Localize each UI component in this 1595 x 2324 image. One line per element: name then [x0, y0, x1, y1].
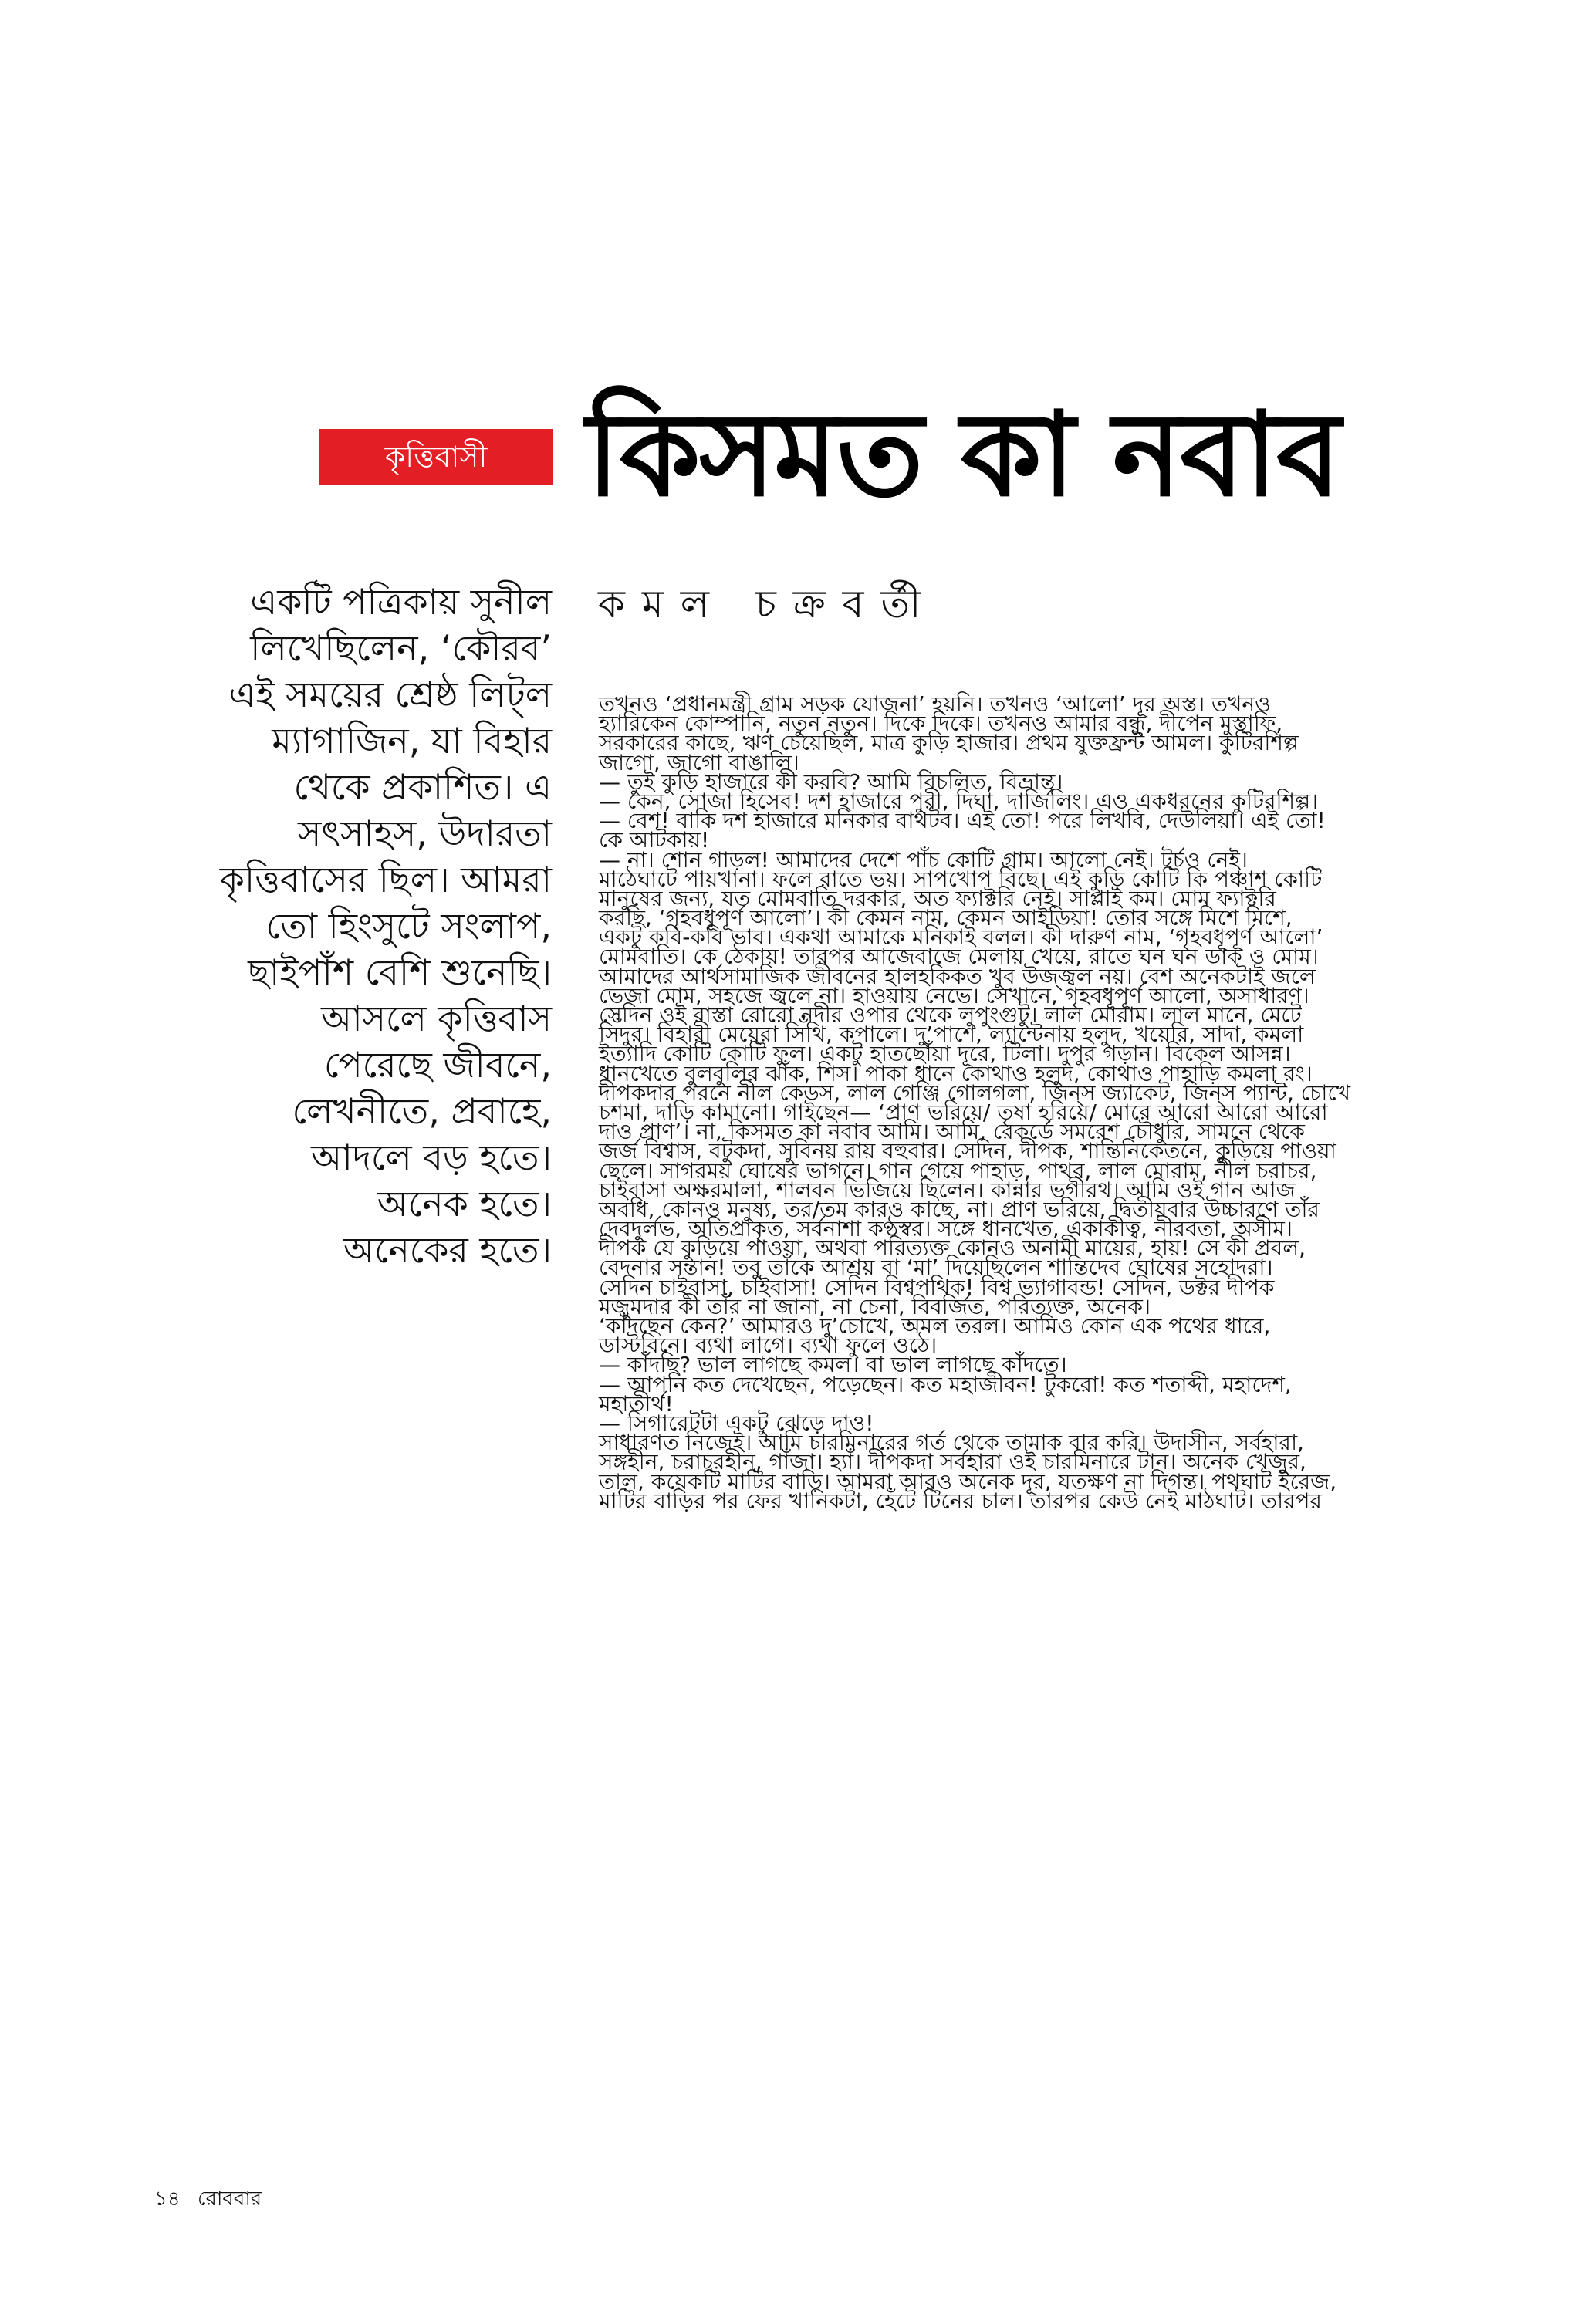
body-line: জাগো, জাগো বাঙালি। — [599, 749, 799, 775]
body-line: দীপক যে কুড়িয়ে পাওয়া, অথবা পরিত্যক্ত কোনও অনামী মায়ের, হায়! সে কী প্রবল, — [599, 1235, 1306, 1262]
pull-quote-line: অনেকের হতে। — [343, 1229, 552, 1271]
article-body — [599, 691, 1440, 1514]
body-line: সেদিন চাইবাসা, চাইবাসা! সেদিন বিশ্বপথিক! বিশ্ব ভ্যাগাবন্ড! সেদিন, ডক্টর দীপক — [599, 1274, 1275, 1300]
pull-quote-line: আদলে বড় হতে। — [311, 1137, 552, 1178]
body-line: সিঁদুর। বিহারী মেয়েরা সিঁথি, কপালে। দু’পাশে, ল্যান্টেনায় হলুদ, খয়েরি, সাদা, কমলা — [599, 1022, 1304, 1048]
body-line: ইত্যাদি কোটি কোটি ফুল। একটু হাতছোঁয়া দূরে, টিলা। দুপুর গড়ান। বিকেল আসন্ন। — [599, 1041, 1291, 1067]
body-line: মোমবাতি। কে ঠেকায়! তারপর আজেবাজে মেলায় খেয়ে, রাতে ঘন ঘন ডাক ও মোম। — [599, 944, 1319, 970]
body-line: তখনও ‘প্রধানমন্ত্রী গ্রাম সড়ক যোজনা’ হয়নি। তখনও ‘আলো’ দূর অস্ত। তখনও — [599, 691, 1271, 717]
section-tag: কৃত্তিবাসী — [319, 429, 553, 485]
body-line: — কেন, সোজা হিসেব! দশ হাজারে পুরী, দিঘা, দার্জিলিং। এও একধরনের কুটিরশিল্প। — [599, 788, 1319, 814]
body-line: হ্যারিকেন কোম্পানি, নতুন নতুন। দিকে দিকে। তখনও আমার বন্ধু, দীপেন মুস্তাফি, — [599, 711, 1283, 737]
pull-quote-line: আসলে কৃত্তিবাস — [321, 998, 552, 1039]
pull-quote-line: একটি পত্রিকায় সুনীল — [250, 581, 552, 623]
body-line: সাধারণত নিজেই। আমি চারমিনারের গর্ত থেকে তামাক বার করি। উদাসীন, সর্বহারা, — [599, 1430, 1304, 1456]
body-line: ভেজা মোম, সহজে জ্বলে না। হাওয়ায় নেভে। সেখানে, গৃহবধূপূর্ণ আলো, অসাধারণ। — [599, 982, 1309, 1008]
pull-quote-line: থেকে প্রকাশিত। এ — [293, 766, 552, 808]
body-line: মাঠেঘাটে পায়খানা। ফলে রাতে ভয়। সাপখোপ বিছে। এই কুড়ি কোটি কি পঞ্চাশ কোটি — [599, 866, 1323, 892]
pull-quote — [154, 579, 552, 1273]
pull-quote-line: এই সময়ের শ্রেষ্ঠ লিট্‌ল — [228, 674, 552, 715]
body-line: মাটির বাড়ির পর ফের খানিকটা, হেঁটে টিনের চাল। তারপর কেউ নেই মাঠঘাট। তারপর — [599, 1488, 1322, 1514]
body-line: বেদনার সন্তান! তবু তাঁকে আশ্রয় বা ‘মা’ দিয়েছিলেন শান্তিদেব ঘোষের সহোদরা। — [599, 1255, 1273, 1281]
pull-quote-line: ম্যাগাজিন, যা বিহার — [272, 720, 552, 762]
body-line: সরকারের কাছে, ঋণ চেয়েছিল, মাত্র কুড়ি হাজার। প্রথম যুক্তফ্রন্ট আমল। কুটিরশিল্প — [599, 730, 1299, 756]
body-line: করছি, ‘গৃহবধূপূর্ণ আলো’। কী কেমন নাম, কেমন আইডিয়া! তোর সঙ্গে মিশে মিশে, — [599, 905, 1293, 931]
body-line: — বেশ! বাকি দশ হাজারে মনিকার বাথটব। এই তো! পরে লিখবি, দেউলিয়া। এই তো! — [599, 808, 1326, 834]
body-line: — না। শোন গাড়ল! আমাদের দেশে পাঁচ কোটি গ্রাম। আলো নেই। টর্চও নেই। — [599, 846, 1248, 873]
body-line: মজুমদার কী তাঁর না জানা, না চেনা, বিবর্জিত, পরিত্যক্ত, অনেক। — [599, 1293, 1151, 1319]
body-line: — সিগারেটটা একটু ঝেড়ে দাও! — [599, 1410, 874, 1436]
pull-quote-line: অনেক হতে। — [377, 1183, 552, 1224]
body-line: মহাতীর্থ! — [599, 1390, 674, 1417]
body-line: সঙ্গহীন, চরাচরহীন, গাঁজা। হ্যাঁ। দীপকদা সর্বহারা ওই চারমিনারে টান। অনেক খেজুর, — [599, 1449, 1306, 1475]
body-line: চাইবাসা অক্ষরমালা, শালবন ভিজিয়ে ছিলেন। কান্নার ভগীরথ। আমি ওই গান আজ — [599, 1177, 1296, 1203]
body-line: মানুষের জন্য, যত মোমবাতি দরকার, অত ফ্যাক্টরি নেই। সাপ্লাই কম। মোম ফ্যাক্টরি — [599, 885, 1276, 911]
article-title: কিসমত কা নবাব — [586, 388, 1340, 522]
pull-quote-line: সৎসাহস, উদারতা — [298, 812, 552, 854]
body-line: চশমা, দাড়ি কামানো। গাইছেন— ‘প্রাণ ভরিয়ে/ তৃষা হরিয়ে/ মোরে আরো আরো আরো — [599, 1099, 1328, 1125]
body-line: দেবদুর্লভ, অতিপ্রাকৃত, সর্বনাশা কণ্ঠস্বর। সঙ্গে ধানখেত, একাকীত্ব, নীরবতা, অসীম। — [599, 1216, 1293, 1242]
body-line: একটু কবি-কবি ভাব। একথা আমাকে মনিকাই বলল। কী দারুণ নাম, ‘গৃহবধূপূর্ণ আলো’ — [599, 924, 1323, 951]
body-line: আমাদের আর্থসামাজিক জীবনের হালহকিকত খুব উজ্জ্বল নয়। বেশ অনেকটাই জলে — [599, 963, 1316, 989]
body-line: ‘কাঁদছেন কেন?’ আমারও দু’চোখে, অমল তরল। আমিও কোন এক পথের ধারে, — [599, 1313, 1271, 1339]
body-line: জর্জ বিশ্বাস, বটুকদা, সুবিনয় রায় বহুবার। সেদিন, দীপক, শান্তিনিকেতনে, কুড়িয়ে পাওয়া — [599, 1138, 1336, 1164]
body-line: — আপনি কত দেখেছেন, পড়েছেন। কত মহাজীবন! টুকরো! কত শতাব্দী, মহাদেশ, — [599, 1371, 1292, 1397]
body-line: কে আটকায়! — [599, 827, 710, 853]
body-line: দীপকদার পরনে নীল কেডস, লাল গেঞ্জি গোলগলা, জিন্‌স জ্যাকেট, জিন্‌স প্যান্ট, চোখে — [599, 1079, 1351, 1106]
body-line: — তুই কুড়ি হাজারে কী করবি? আমি বিচলিত, বিভ্রান্ত। — [599, 768, 1063, 795]
body-line: সেদিন ওই রাস্তা রোরো নদীর ওপার থেকে লুপুংগুটু। লাল মোরাম। লাল মানে, মেটে — [599, 1002, 1302, 1028]
body-line: ছেলে। সাগরময় ঘোষের ভাগনে। গান গেয়ে পাহাড়, পাথর, লাল মোরাম, নীল চরাচর, — [599, 1157, 1317, 1184]
magazine-name: রোববার — [198, 2187, 262, 2211]
body-line: ডাস্টবিনে। ব্যথা লাগে। ব্যথা ফুলে ওঠে। — [599, 1333, 938, 1359]
pull-quote-line: ছাইপাঁশ বেশি শুনেছি। — [248, 951, 552, 993]
body-line: তাল, কয়েকটি মাটির বাড়ি। আমরা আরও অনেক দূর, যতক্ষণ না দিগন্ত। পথঘাট ইরেজ, — [599, 1468, 1337, 1495]
page-footer — [154, 2184, 272, 2214]
body-line: — কাঁদছি? ভাল লাগছে কমল। বা ভাল লাগছে কাঁদতে। — [599, 1352, 1067, 1378]
page-number: ১৪ — [154, 2187, 181, 2211]
pull-quote-line: পেরেছে জীবনে, — [323, 1044, 552, 1086]
author-byline: কমল চক্রবর্তী — [598, 582, 938, 627]
pull-quote-line: লিখেছিলেন, ‘কৌরব’ — [250, 627, 552, 669]
pull-quote-line: তো হিংসুটে সংলাপ, — [265, 905, 552, 947]
pull-quote-line: কৃত্তিবাসের ছিল। আমরা — [219, 859, 552, 900]
pull-quote-line: লেখনীতে, প্রবাহে, — [292, 1090, 552, 1132]
body-line: দাও প্রাণ’। না, কিসমত কা নবাব আমি। আমি, রেকর্ডে সমরেশ চৌধুরি, সামনে থেকে — [599, 1119, 1305, 1145]
body-line: অবধি, কোনও মনুষ্য, তর/তম কারও কাছে, না। প্রাণ ভরিয়ে, দ্বিতীয়বার উচ্চারণে তাঁর — [599, 1196, 1320, 1222]
body-line: ধানখেতে বুলবুলির ঝাঁক, শিস। পাকা ধানে কোথাও হলুদ, কোথাও পাহাড়ি কমলা রং। — [599, 1060, 1313, 1086]
